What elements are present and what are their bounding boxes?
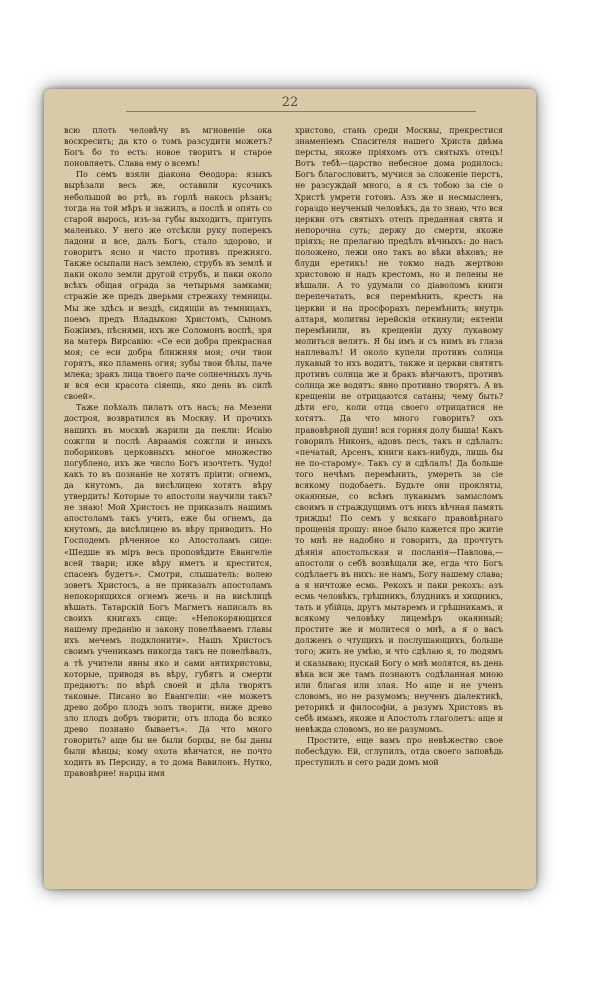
right-column (295, 125, 503, 768)
paragraph: всю плоть человѣчу въ мгновеніе ока воскресить; да кто о томъ разсудити можетъ? Богъ бо то есть: новое творитъ и старое поновляетъ. Слава ему о всемъ! (64, 125, 272, 169)
book-page (44, 89, 536, 889)
left-column (64, 125, 272, 780)
page-number: 22 (281, 95, 299, 110)
paragraph: По семъ взяли діакона Ѳеодора: языкъ вырѣзали весь же, оставили кусочикъ небольшой во ртѣ, въ горлѣ накось рѣзанъ; тогда на той мѣръ и зажилъ, а послѣ и опять со старой вырось, изъ-за губы выходитъ, притупъ маленько. У него же отсѣкли руку поперекъ ладони и все, далъ Богъ, стало здорово, и говоритъ ясно и чисто противъ прежняго. Также осыпали насъ землею, струбъ въ землѣ и паки около земли другой струбъ, и паки около всѣхъ общая ограда за четырьмя замками; стражіе же предъ дверьми стрежаху темницы. Мы же здѣсь и вездѣ, сидящіи въ темницахъ, поемъ предъ Владыкою Христомъ, Сыномъ Божіимъ, пѣснями, ихъ же Соломонъ воспѣ, зря на матерь Вирсавію: «Се еси добра прекрасная моя; се еси добра ближняя моя; очи твои горятъ, яко пламень огня; зубы твои бѣлы, паче млека; зракъ лица твоего паче солнечныхъ лучь и вся еси красота сіяещь, яко день въ силѣ своей». (64, 169, 272, 402)
paragraph: Простите, еще вамъ про невѣжество свое побесѣдую. Ей, сглупилъ, отда своего заповѣдь преступилъ и сего ради домъ мой (295, 735, 503, 768)
paragraph: Таже поѣхалъ пилатъ отъ насъ; на Мезени достроя, возвратился въ Москву. И прочихъ нашихъ въ москвѣ жарили да пекли: Исаію сожгли и послѣ Авраамія сожгли и иныхъ побориковъ церковныхъ многое множество погублено, ихъ же число Богъ изочтетъ. Чудо! какъ то въ познаніе не хотятъ пріити: огнемъ, да кнутомъ, да висѣлицею хотятъ вѣру утвердить! Которые то апостоли научили такъ? не знаю! Мой Христосъ не приказалъ нашимъ апостоламъ такъ учить, еже бы огнемъ, да кнутомъ, да висѣлицею въ вѣру приводить. Но Господемъ рѣченное ко Апостоламъ сице: «Шедше въ міръ весь проповѣдите Евангеліе всей твари; иже вѣру иметъ и крестится, спасенъ будетъ». Смотри, слышатель: волею зоветъ Христосъ, а не приказалъ апостоламъ непокорящихся огнемъ жечь и на висѣлицѣ вѣшать. Татарскій Богъ Магметъ написалъ въ своихъ книгахъ сице: «Непокоряющихся нашему преданію и закону повелѣваемъ главы ихъ мечемъ подклонити». Нашъ Христосъ своимъ ученикамъ никогда такъ не повелѣвалъ, а тѣ учители явны яко и сами антихристовы, которые, приводя въ вѣру, губятъ и смерти предаютъ: по вѣрѣ своей и дѣла творятъ таковые. Писано во Евангеліи: «не можетъ древо добро плодъ золъ творити, ниже древо зло плодъ добръ творити; отъ плода бо всяко древо познано бываетъ». Да что много говорить? аще бы не были борцы, не бы даны были вѣнцы; кому охота вѣнчатся, не почто ходить въ Персиду, а то дома Вавилонъ. Нутко, правовѣрне! нарцы имя (64, 402, 272, 779)
paragraph: христово, стань среди Москвы, прекрестися знаменіемъ Спасителя нашего Христа двѣма персты, якоже пріяхомъ отъ святыхъ отецъ! Вотъ тебѣ—царство небесное дома родилось: Богъ благословитъ, мучися за сложеніе перстъ, не разсуждай много, а я съ тобою за сіе о Христѣ умрети готовъ. Азъ же и несмысленъ, гораздо неученый человѣкъ, да то знаю, что вся церкви отъ святыхъ отецъ преданная свята и непорочна суть; держу до смерти, якоже пріяхъ; не прелагаю предѣлъ вѣчныхъ: до насъ положено, лежи оно такъ во вѣки вѣковъ; не блуди еретикъ! не токмо надъ жертвою христовою и надъ крестомъ, но и пелены не вѣшали. А то удумали со діаволомъ книги перепечатать, вся перемѣнить, крестъ на церкви и на просфорахъ перемѣнить; внутрь алтаря, молитвы іерейскія откинули; ектеніи перемѣнили, въ крещеніи духу лукавому молиться велятъ. Я бы имъ и съ нимъ въ глаза наплевалъ! И около купели противъ солнца лукавый то ихъ водитъ, также и церкви святятъ противъ солнца же и бракъ вѣнчаютъ, противъ солнца же водятъ: явно противно творятъ. А въ крещеніи не отрицаются сатаны; чему быть? дѣти его, коли отца своего отрицатися не хотятъ. Да что много говорить? охъ правовѣрной души! вся горняя долу быша! Какъ говорилъ Никонъ, адовъ песъ, такъ и сдѣлалъ: «печатай, Арсенъ, книги какъ-нибудь, лишь бы не по-старому». Такъ су и сдѣлалъ! Да больше того нечѣмъ перемѣнить, умереть за сіе всякому подобаетъ. Будьте они прокляты, окаянные, со всѣмъ лукавымъ замысломъ своимъ и страждущимъ отъ нихъ вѣчная память трижды! По семъ у всякаго правовѣрнаго прощенія прошу: иное было кажется про житіе то мнѣ не надобно и говорить, да прочтутъ дѣянія апостольская и посланія—Павлова,—апостоли о себѣ возвѣщали же, егда что Богъ содѣлаетъ въ нихъ: не намъ, Богу нашему слава; а я ничтоже есмь. Рекохъ и паки рекохъ: азъ есмь человѣкъ, грѣшникъ, блудникъ и хищникъ, тать и убійца, другъ мытаремъ и грѣшникамъ, и всякому человѣку лицемѣръ окаянный; простите же и молитеся о мнѣ, а я о васъ долженъ о чтущихъ и послушающихъ, больше того; жить не умѣю, и что сдѣлаю я, то людямъ и сказываю; пускай Богу о мнѣ молятся, въ день вѣка вси же тамъ познаютъ содѣланная мною или благая или злая. Но аще и не ученъ словомъ, но не разумомъ; неученъ діалектикѣ, реторикѣ и философіи, а разумъ Христовъ въ себѣ имамъ, якоже и Апостолъ глаголетъ: аще и невѣжда словомъ, но не разумомъ. (295, 125, 503, 735)
header-rule (126, 111, 476, 112)
